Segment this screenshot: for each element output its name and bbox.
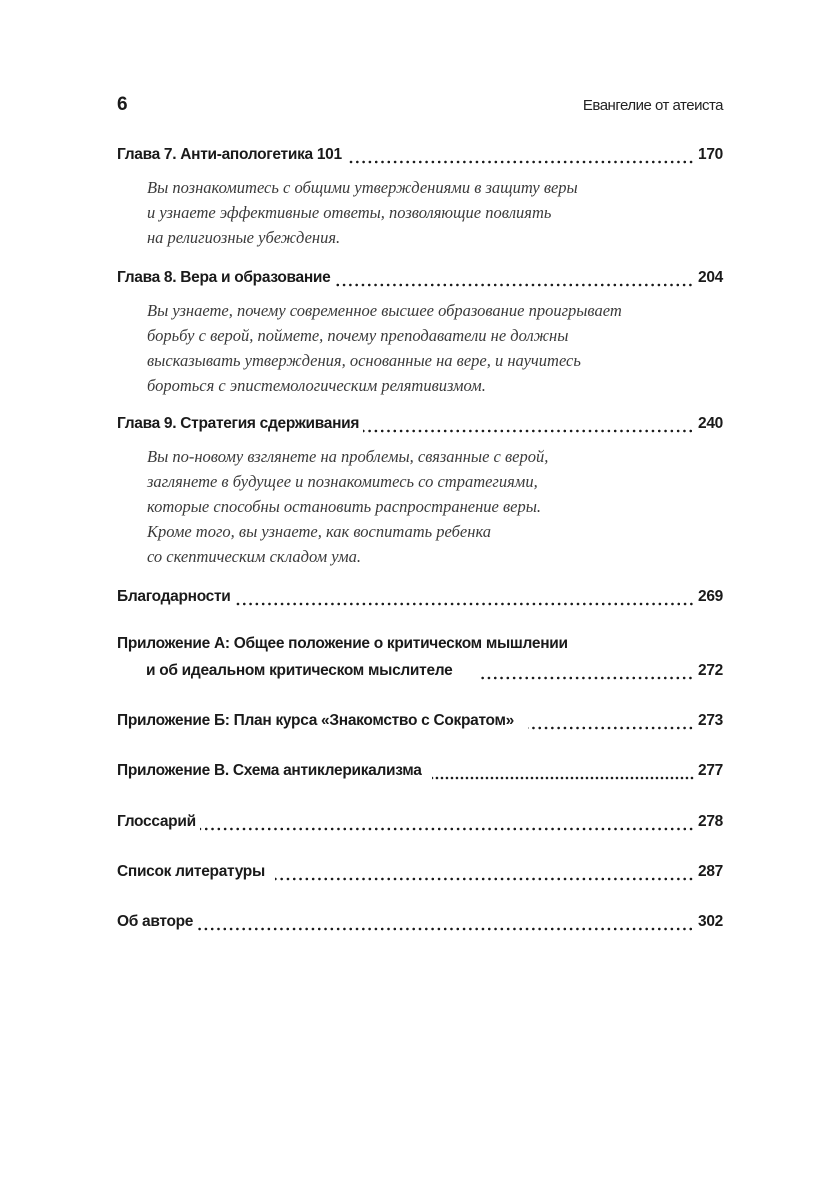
entry-page: 272: [698, 662, 723, 679]
entry-description: [147, 444, 723, 569]
description-line: на религиозные убеждения.: [147, 228, 341, 247]
description-line: борьбу с верой, поймете, почему преподаватели не должны: [147, 326, 569, 345]
entry-page: 170: [698, 146, 723, 163]
entry-page: 278: [698, 813, 723, 830]
entry-title: Глава 7. Анти-апологетика 101: [117, 146, 342, 163]
entry-page: 273: [698, 712, 723, 729]
dot-leader: [432, 776, 694, 780]
dot-leader: [346, 160, 694, 164]
page-header: [117, 94, 723, 118]
toc-entry-acknowledgements[interactable]: [117, 588, 723, 612]
toc-entry-appendix-v[interactable]: [117, 762, 723, 786]
toc-entry-glossary[interactable]: [117, 813, 723, 837]
entry-page: 240: [698, 415, 723, 432]
entry-title: Список литературы: [117, 863, 265, 880]
entry-title: Об авторе: [117, 913, 194, 930]
page-number: 6: [117, 94, 128, 115]
entry-page: 287: [698, 863, 723, 880]
entry-page: 277: [698, 762, 723, 779]
entry-page: 302: [698, 913, 723, 930]
entry-title: Приложение В. Схема антиклерикализма: [117, 762, 422, 779]
toc-entry-bibliography[interactable]: [117, 863, 723, 887]
dot-leader: [200, 827, 694, 831]
dot-leader: [235, 602, 695, 606]
entry-title: Глава 8. Вера и образование: [117, 269, 331, 286]
description-line: Вы по-новому взглянете на проблемы, связанные с верой,: [147, 447, 549, 466]
entry-title: Глава 9. Стратегия сдерживания: [117, 415, 360, 432]
dot-leader: [334, 283, 694, 287]
description-line: которые способны остановить распространение веры.: [147, 497, 542, 516]
description-line: и узнаете эффективные ответы, позволяющие повлиять: [147, 203, 552, 222]
entry-description: [147, 175, 723, 250]
entry-page: 269: [698, 588, 723, 605]
entry-title: Благодарности: [117, 588, 231, 605]
dot-leader: [197, 927, 694, 931]
description-line: Кроме того, вы узнаете, как воспитать ребенка: [147, 522, 492, 541]
toc-entry-appendix-a[interactable]: [117, 635, 723, 686]
description-line: Вы узнаете, почему современное высшее образование проигрывает: [147, 301, 622, 320]
entry-title: Глоссарий: [117, 813, 196, 830]
entry-description: [147, 298, 723, 398]
description-line: Вы познакомитесь с общими утверждениями в защиту веры: [147, 178, 578, 197]
description-line: заглянете в будущее и познакомитесь со стратегиями,: [147, 472, 538, 491]
toc-entry-chapter-9[interactable]: [117, 415, 723, 569]
entry-title-line2: и об идеальном критическом мыслителе: [146, 662, 453, 679]
running-title: Евангелие от атеиста: [582, 97, 723, 114]
entry-title: Приложение Б: План курса «Знакомство с Сократом»: [117, 712, 515, 729]
dot-leader: [363, 429, 694, 433]
toc-entry-about-author[interactable]: [117, 913, 723, 937]
dot-leader: [528, 726, 694, 730]
description-line: высказывать утверждения, основанные на вере, и научитесь: [147, 351, 581, 370]
entry-title: Приложение А: Общее положение о критическом мышлении: [117, 635, 568, 652]
toc-entry-chapter-8[interactable]: [117, 269, 723, 398]
entry-page: 204: [698, 269, 723, 286]
dot-leader: [275, 877, 694, 881]
toc-entry-appendix-b[interactable]: [117, 712, 723, 736]
description-line: со скептическим складом ума.: [147, 547, 362, 566]
dot-leader: [478, 676, 694, 680]
toc-entry-chapter-7[interactable]: [117, 146, 723, 250]
description-line: бороться с эпистемологическим релятивизмом.: [147, 376, 486, 395]
